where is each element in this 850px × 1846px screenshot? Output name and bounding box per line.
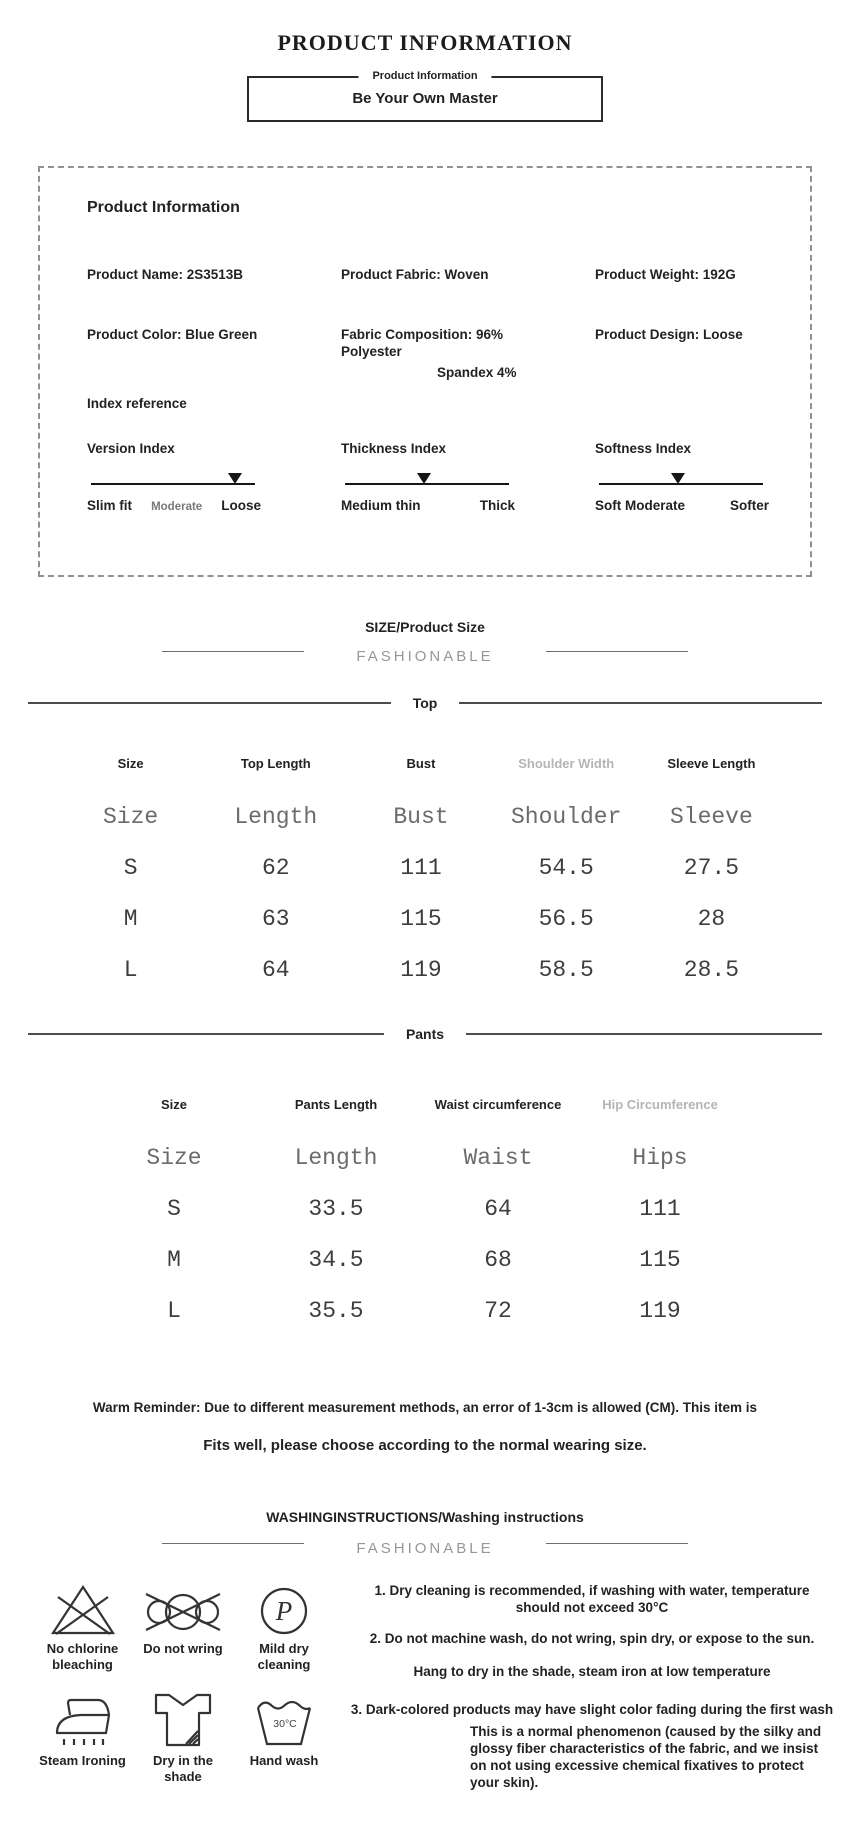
pants-divider [28,1025,822,1043]
pants-table-subheader [93,1132,741,1183]
top-divider-label: Top [412,695,438,711]
column-header: Sleeve Length [667,756,756,771]
care-symbol [135,1582,231,1680]
care-symbol [231,1582,337,1680]
fabric-composition-extra: Spandex 4% [437,365,517,380]
table-cell: 27.5 [683,854,739,881]
table-cell: 119 [639,1297,681,1324]
table-cell: 64 [261,956,290,983]
table-cell: 119 [400,956,442,983]
table-cell: 111 [639,1195,681,1222]
subheader-cell: Hips [632,1144,688,1171]
divider-line [28,1033,384,1035]
softness-label-soft: Soft Moderate [595,498,686,513]
version-index-labels [87,497,261,516]
subheader-cell: Shoulder [510,803,622,830]
version-index-pointer-icon [228,473,242,484]
table-cell: M [123,905,138,932]
column-header: Bust [406,756,436,771]
column-header: Size [117,756,144,771]
subheader-cell: Length [294,1144,378,1171]
tagline-box [247,70,603,122]
divider-line [546,651,688,652]
product-weight: Product Weight: 192G [595,267,736,282]
do-not-wring-icon [143,1582,223,1636]
softness-label-softer: Softer [729,498,769,513]
table-cell: 72 [484,1297,512,1324]
no-chlorine-bleaching-icon [50,1582,116,1636]
version-index-slider [87,440,341,516]
washing-icons-grid [0,1582,340,1791]
product-fabric: Product Fabric: Woven [341,267,489,282]
table-cell: 58.5 [538,956,594,983]
table-row [58,842,784,893]
steam-ironing-icon [51,1694,115,1748]
mild-dry-cleaning-icon [259,1582,309,1636]
care-symbol [30,1582,135,1680]
care-symbol-label: Hand wash [249,1752,319,1768]
pants-size-table [93,1097,741,1336]
care-symbol [135,1694,231,1792]
table-row [93,1285,741,1336]
table-cell: 111 [400,854,442,881]
table-cell: 68 [484,1246,512,1273]
table-row [93,1183,741,1234]
fashionable-watermark: FASHIONABLE [356,648,494,665]
product-design: Product Design: Loose [595,327,743,342]
subheader-cell: Length [234,803,318,830]
page-title: PRODUCT INFORMATION [277,30,573,55]
subheader-cell: Bust [393,803,449,830]
version-label-slim: Slim fit [87,498,133,513]
column-header: Hip Circumference [602,1097,718,1112]
table-cell: S [123,854,138,881]
column-header: Waist circumference [434,1097,562,1112]
table-cell: 62 [261,854,290,881]
top-divider [28,694,822,712]
washing-content [0,1582,850,1791]
softness-index-slider [595,440,792,516]
index-reference-label: Index reference [87,396,187,411]
pants-divider-label: Pants [405,1026,445,1042]
table-cell: 35.5 [308,1297,364,1324]
warm-reminder-line1: Warm Reminder: Due to different measurement methods, an error of 1-3cm is allowed (CM). This item is [92,1400,758,1415]
table-cell: L [167,1297,181,1324]
washing-notes [340,1582,850,1791]
subheader-cell: Waist [463,1144,533,1171]
svg-text:30°C: 30°C [273,1717,297,1730]
table-cell: 33.5 [308,1195,364,1222]
warm-reminder-line2: Fits well, please choose according to the normal wearing size. [203,1437,647,1454]
fashionable-divider [0,648,850,666]
column-header: Pants Length [294,1097,378,1112]
table-cell: 54.5 [538,854,594,881]
washing-note-paragraph: This is a normal phenomenon (caused by the silky and glossy fiber characteristics of the fabric, and we insist on not using excessive chemical fixatives to protect your skin). [470,1724,822,1790]
product-name: Product Name: 2S3513B [87,267,244,282]
product-info-heading: Product Information [87,199,240,216]
fabric-composition-text: Fabric Composition: 96% Polyester [341,327,504,359]
washing-note: 1. Dry cleaning is recommended, if washing with water, temperature should not exceed 30°C [374,1583,810,1615]
thickness-label-thick: Thick [479,498,515,513]
table-cell: 64 [484,1195,512,1222]
washing-section-title: WASHINGINSTRUCTIONS/Washing instructions [266,1509,584,1525]
column-header: Size [160,1097,187,1112]
subheader-cell: Size [102,803,159,830]
softness-index-pointer-icon [671,473,685,484]
table-cell: 115 [400,905,442,932]
care-symbol-label: Dry in the shade [153,1752,213,1784]
tagline-text: Be Your Own Master [352,90,498,107]
divider-line [28,702,391,704]
tagline-label: Product Information [358,70,491,82]
softness-index-labels [595,497,769,514]
thickness-label-thin: Medium thin [341,498,421,513]
care-symbol-label: No chlorine bleaching [46,1641,119,1672]
table-cell: 63 [261,905,290,932]
subheader-cell: Sleeve [669,803,753,830]
divider-line [466,1033,822,1035]
washing-note: Hang to dry in the shade, steam iron at low temperature [413,1664,771,1679]
washing-note: 3. Dark-colored products may have slight color fading during the first wash [350,1702,834,1717]
table-cell: 28 [697,905,726,932]
table-cell: 28.5 [683,956,739,983]
product-info-panel [38,166,812,577]
thickness-index-labels [341,497,515,514]
info-row-1 [87,266,792,283]
top-table-subheader [58,791,784,842]
table-row [58,944,784,995]
care-symbol [30,1694,135,1792]
dry-in-the-shade-icon [153,1694,213,1748]
index-sliders [87,440,792,516]
washing-note: 2. Do not machine wash, do not wring, spin dry, or expose to the sun. [369,1631,815,1646]
size-section-title: SIZE/Product Size [365,619,485,635]
info-row-2 [87,326,792,381]
column-header: Shoulder Width [518,756,615,771]
version-index-title: Version Index [87,441,175,456]
hand-wash-icon [254,1694,314,1748]
table-row [58,893,784,944]
care-symbol [231,1694,337,1792]
table-cell: 115 [639,1246,681,1273]
table-cell: 56.5 [538,905,594,932]
care-symbol-label: Steam Ironing [39,1752,126,1768]
divider-line [546,1543,688,1544]
column-header: Top Length [240,756,311,771]
divider-line [459,702,822,704]
version-label-moderate: Moderate [151,501,203,513]
table-cell: L [123,956,138,983]
pants-table-header [93,1097,741,1113]
care-symbol-label: Mild dry cleaning [257,1641,311,1672]
version-label-loose: Loose [221,498,261,513]
table-cell: 34.5 [308,1246,364,1273]
top-table-header [58,756,784,772]
softness-index-track [599,483,763,485]
thickness-index-slider [341,440,595,516]
subheader-cell: Size [146,1144,202,1171]
thickness-index-pointer-icon [417,473,431,484]
table-cell: S [167,1195,181,1222]
version-index-track [91,483,255,485]
fashionable-divider [0,1540,850,1558]
softness-index-title: Softness Index [595,441,692,456]
product-color: Product Color: Blue Green [87,327,258,342]
thickness-index-track [345,483,509,485]
top-size-table [58,756,784,995]
fabric-composition [341,326,595,381]
table-row [93,1234,741,1285]
thickness-index-title: Thickness Index [341,441,447,456]
divider-line [162,651,304,652]
table-cell: M [167,1246,181,1273]
svg-text:P: P [275,1596,293,1626]
divider-line [162,1543,304,1544]
fashionable-watermark: FASHIONABLE [356,1540,494,1557]
care-symbol-label: Do not wring [143,1641,223,1656]
